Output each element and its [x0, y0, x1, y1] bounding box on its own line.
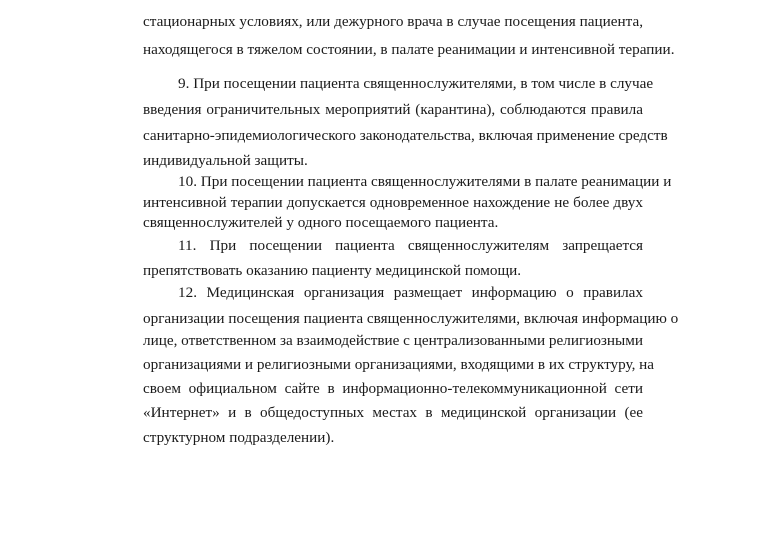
text-line: стационарных условиях, или дежурного врача в случае посещения пациента, [143, 13, 643, 30]
paragraph-10-first-line: 10. При посещении пациента священнослужителями в палате реанимации и [178, 173, 672, 190]
text-line: своем официальном сайте в информационно-телекоммуникационной сети [143, 380, 643, 397]
text-line: находящегося в тяжелом состоянии, в палате реанимации и интенсивной терапии. [143, 41, 675, 58]
text-line: санитарно-эпидемиологического законодательства, включая применение средств [143, 127, 668, 144]
text-line: индивидуальной защиты. [143, 152, 308, 169]
text-line: введения ограничительных мероприятий (карантина), соблюдаются правила [143, 101, 643, 118]
text-line: организации посещения пациента священнослужителями, включая информацию о [143, 310, 679, 327]
text-line: структурном подразделении). [143, 429, 335, 446]
text-line: «Интернет» и в общедоступных местах в медицинской организации (ее [143, 404, 643, 421]
text-line: препятствовать оказанию пациенту медицинской помощи. [143, 262, 522, 279]
paragraph-12-first-line: 12. Медицинская организация размещает информацию о правилах [178, 284, 643, 301]
paragraph-9-first-line: 9. При посещении пациента священнослужителями, в том числе в случае [178, 75, 654, 92]
text-line: интенсивной терапии допускается одновременное нахождение не более двух [143, 194, 643, 211]
text-line: лице, ответственном за взаимодействие с централизованными религиозными [143, 332, 643, 349]
text-line: священнослужителей у одного посещаемого пациента. [143, 214, 499, 231]
paragraph-11-first-line: 11. При посещении пациента священнослужителям запрещается [178, 237, 643, 254]
text-line: организациями и религиозными организациями, входящими в их структуру, на [143, 356, 655, 373]
